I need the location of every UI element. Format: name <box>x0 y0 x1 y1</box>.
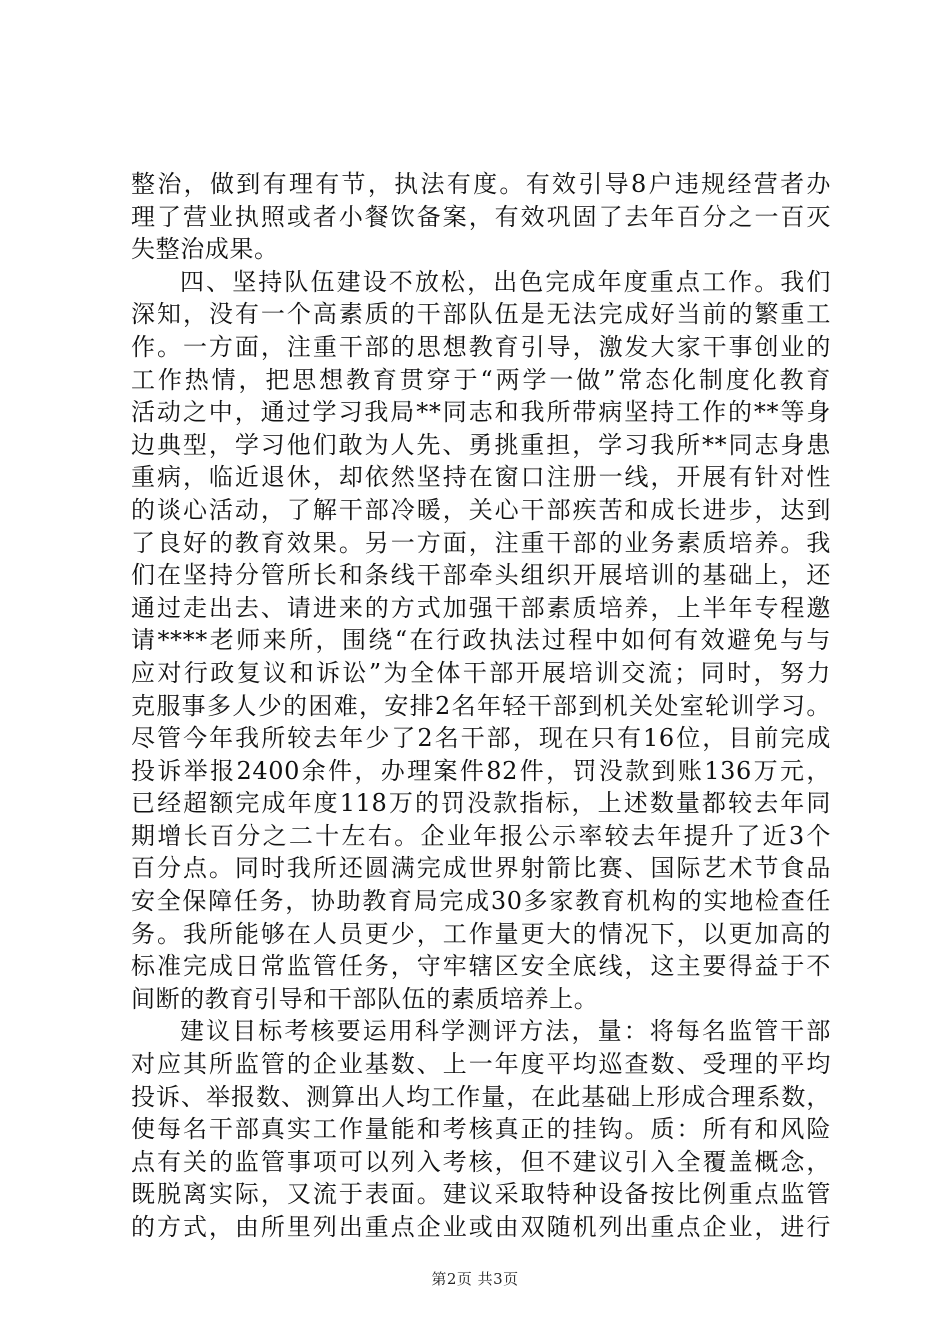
text-line: 四、坚持队伍建设不放松，出色完成年度重点工作。我们 <box>180 267 831 296</box>
text-line: 深知，没有一个高素质的干部队伍是无法完成好当前的繁重工 <box>131 300 831 329</box>
text-line: 期增长百分之二十左右。企业年报公示率较去年提升了近3个 <box>131 821 831 850</box>
text-line: 百分点。同时我所还圆满完成世界射箭比赛、国际艺术节食品 <box>131 854 831 883</box>
text-line: 尽管今年我所较去年少了2名干部，现在只有16位，目前完成 <box>131 724 831 753</box>
text-line: 使每名干部真实工作量能和考核真正的挂钩。质：所有和风险 <box>131 1115 831 1144</box>
text-line: 失整治成果。 <box>131 235 279 264</box>
text-line: 理了营业执照或者小餐饮备案，有效巩固了去年百分之一百灭 <box>131 202 831 231</box>
document-body <box>131 168 831 1244</box>
text-line: 投诉举报2400余件，办理案件82件，罚没款到账136万元， <box>131 756 831 785</box>
text-line: 们在坚持分管所长和条线干部牵头组织开展培训的基础上，还 <box>131 561 831 590</box>
text-line: 务。我所能够在人员更少，工作量更大的情况下，以更加高的 <box>131 919 831 948</box>
text-line: 已经超额完成年度118万的罚没款指标，上述数量都较去年同 <box>131 789 831 818</box>
text-line: 重病，临近退休，却依然坚持在窗口注册一线，开展有针对性 <box>131 463 831 492</box>
text-line: 活动之中，通过学习我局**同志和我所带病坚持工作的**等身 <box>131 398 831 427</box>
text-line: 应对行政复议和诉讼”为全体干部开展培训交流；同时，努力 <box>131 658 831 687</box>
text-line: 请****老师来所，围绕“在行政执法过程中如何有效避免与与 <box>131 626 831 655</box>
text-line: 克服事多人少的困难，安排2名年轻干部到机关处室轮训学习。 <box>131 691 831 720</box>
text-line: 了良好的教育效果。另一方面，注重干部的业务素质培养。我 <box>131 528 831 557</box>
text-line: 边典型，学习他们敢为人先、勇挑重担，学习我所**同志身患 <box>131 430 831 459</box>
text-line: 建议目标考核要运用科学测评方法，量：将每名监管干部 <box>180 1017 831 1046</box>
text-line: 的谈心活动，了解干部冷暖，关心干部疾苦和成长进步，达到 <box>131 495 831 524</box>
text-line: 点有关的监管事项可以列入考核，但不建议引入全覆盖概念， <box>131 1147 831 1176</box>
text-line: 安全保障任务，协助教育局完成30多家教育机构的实地检查任 <box>131 887 831 916</box>
page-number-footer: 第2页 共3页 <box>431 1270 519 1288</box>
text-line: 标准完成日常监管任务，守牢辖区安全底线，这主要得益于不 <box>131 952 831 981</box>
text-line: 作。一方面，注重干部的思想教育引导，激发大家干事创业的 <box>131 332 831 361</box>
text-line: 通过走出去、请进来的方式加强干部素质培养，上半年专程邀 <box>131 593 831 622</box>
text-line: 间断的教育引导和干部队伍的素质培养上。 <box>131 984 599 1013</box>
text-line: 工作热情，把思想教育贯穿于“两学一做”常态化制度化教育 <box>131 365 831 394</box>
text-line: 对应其所监管的企业基数、上一年度平均巡查数、受理的平均 <box>131 1050 831 1079</box>
text-line: 的方式，由所里列出重点企业或由双随机列出重点企业，进行 <box>131 1213 831 1241</box>
text-line: 既脱离实际，又流于表面。建议采取特种设备按比例重点监管 <box>131 1180 831 1209</box>
text-line: 投诉、举报数、测算出人均工作量，在此基础上形成合理系数， <box>131 1082 831 1111</box>
text-line: 整治，做到有理有节，执法有度。有效引导8户违规经营者办 <box>131 170 831 198</box>
